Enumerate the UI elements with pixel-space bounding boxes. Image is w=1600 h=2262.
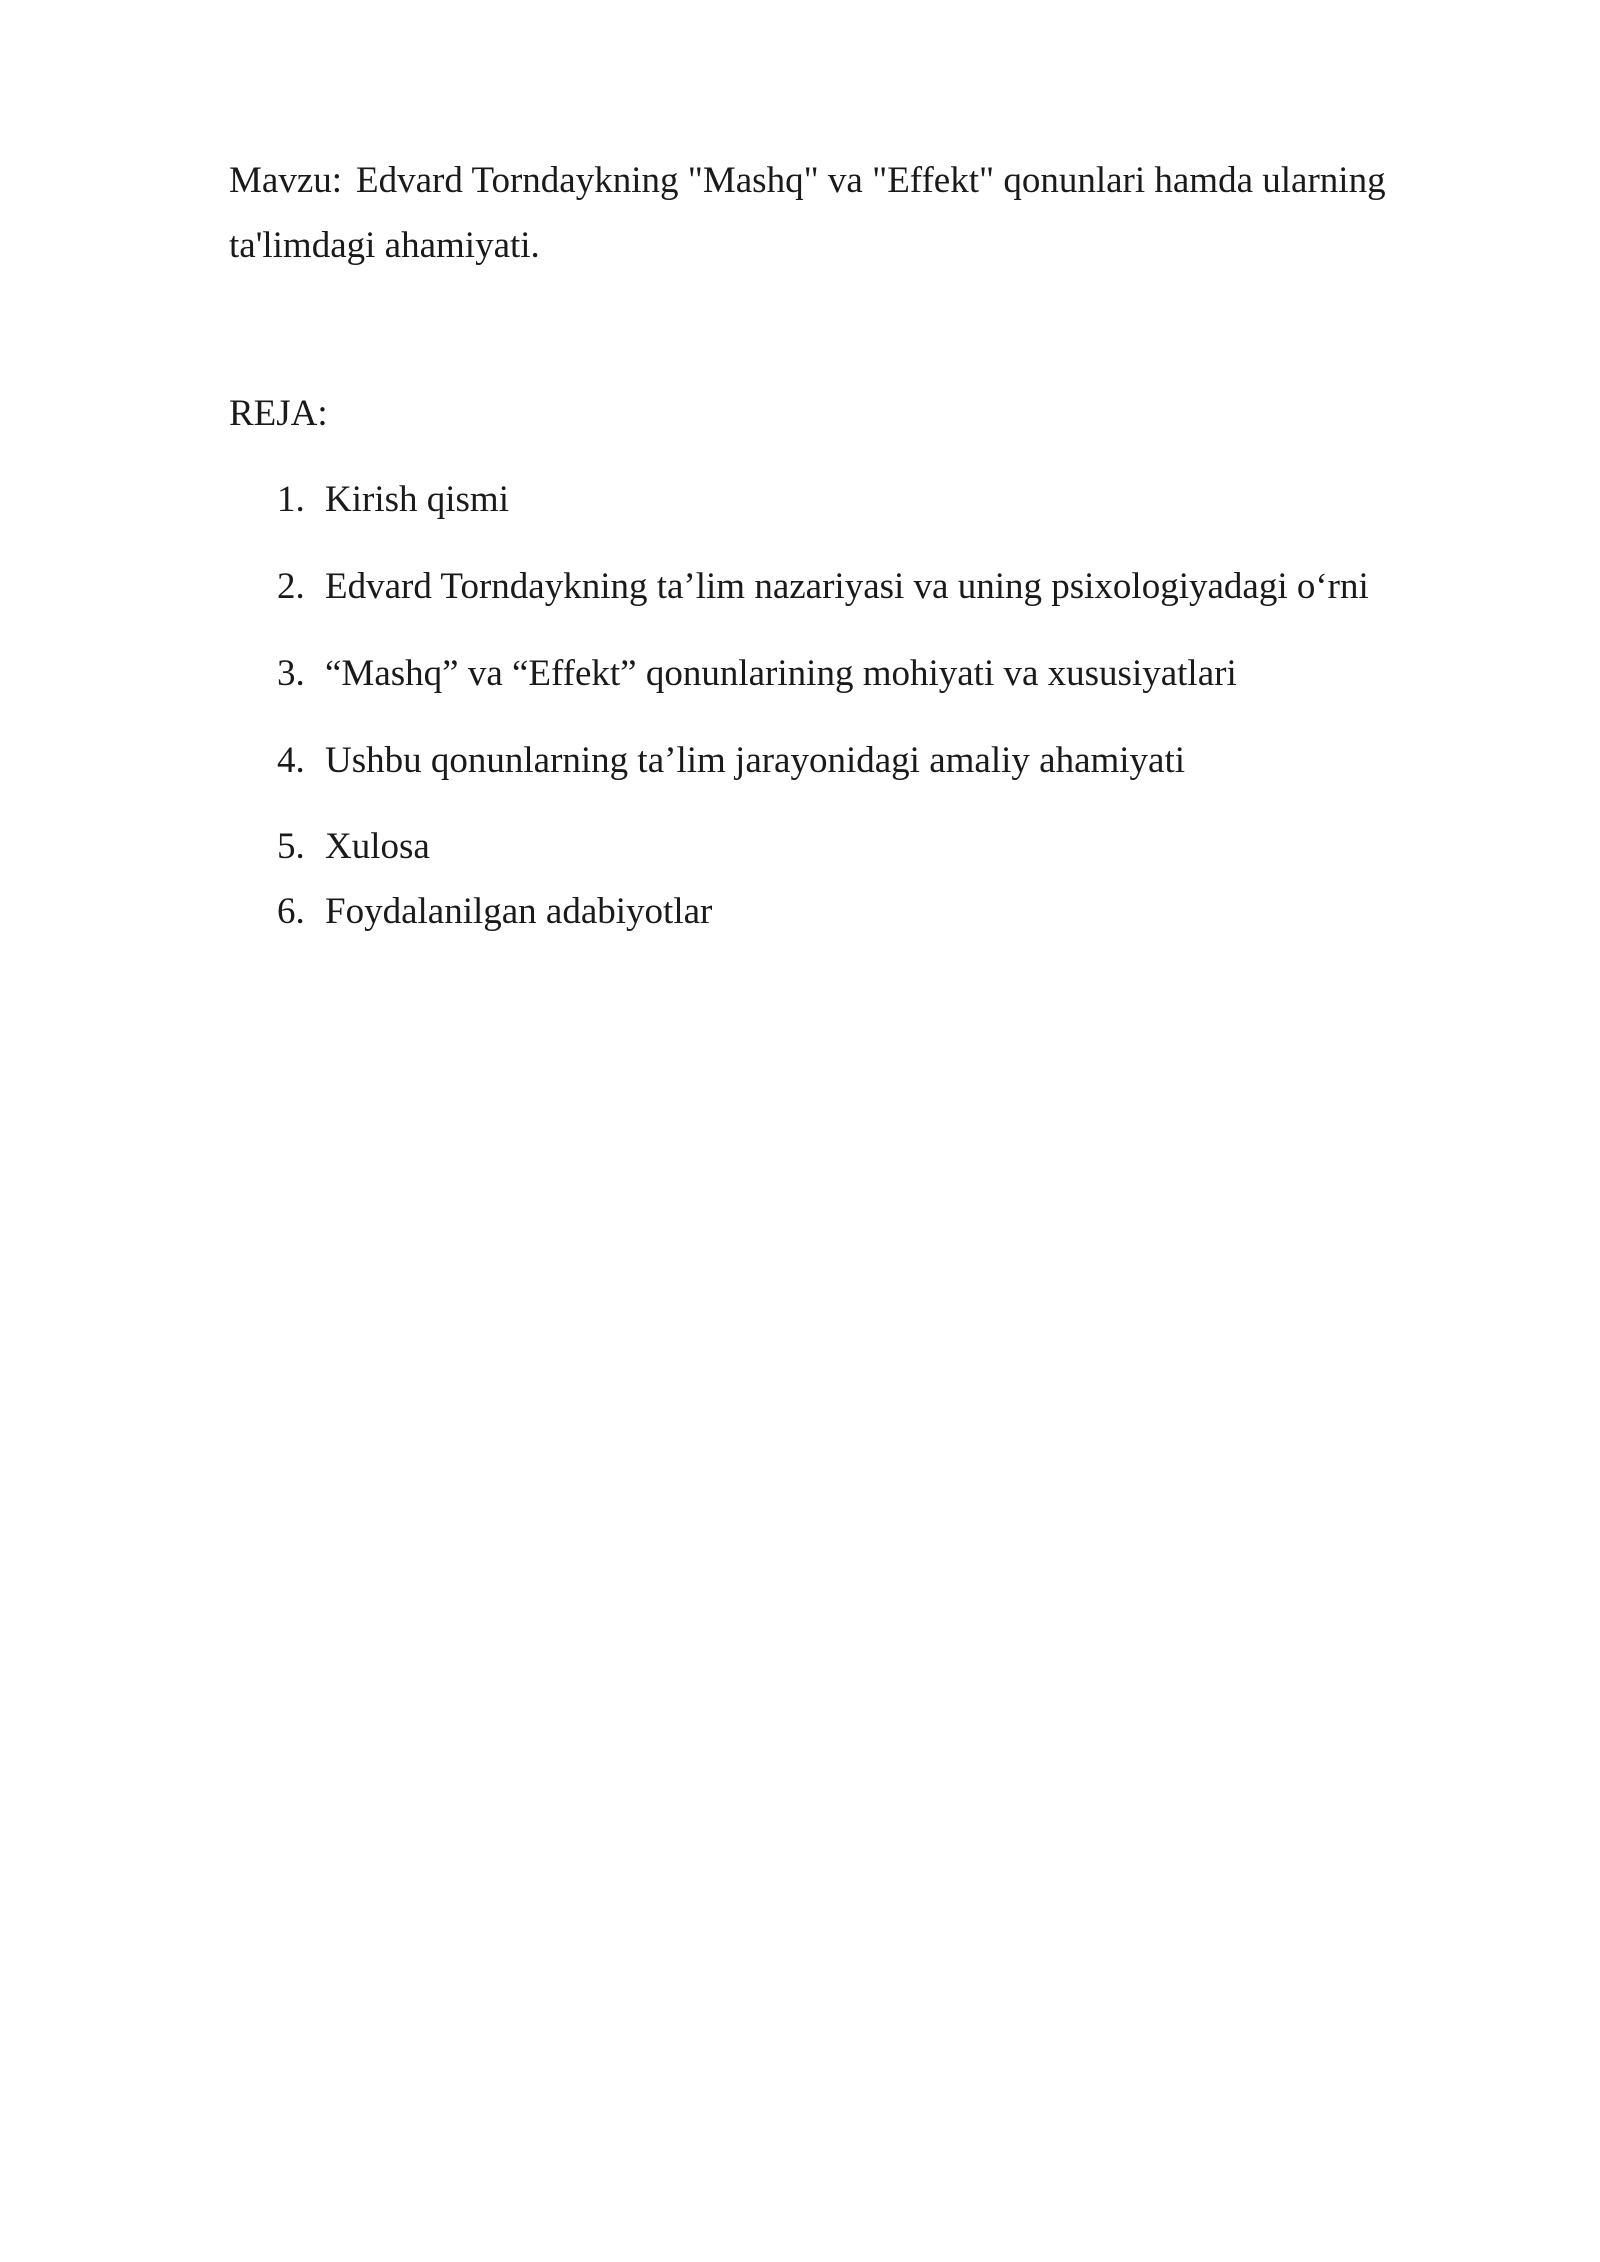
plan-item (277, 557, 1369, 617)
plan-heading: REJA: (229, 393, 328, 434)
plan-item-number: 1. (277, 479, 305, 520)
plan-item-text: Edvard Torndaykning ta’lim nazariyasi va uning psixologiyadagi o‘rni (325, 566, 1369, 607)
plan-item (277, 882, 712, 942)
plan-item-text: Xulosa (325, 826, 430, 867)
plan-item-number: 4. (277, 740, 305, 781)
topic-text: Edvard Torndaykning "Mashq" va "Effekt" qonunlari hamda ularning ta'limdagi ahamiyati. (229, 160, 1386, 266)
plan-item-text: Ushbu qonunlarning ta’lim jarayonidagi amaliy ahamiyati (325, 740, 1186, 781)
plan-item-number: 5. (277, 826, 305, 867)
plan-item-text: Kirish qismi (325, 479, 509, 520)
plan-item (277, 731, 1185, 791)
plan-item-number: 6. (277, 891, 305, 932)
plan-item-text: Foydalanilgan adabiyotlar (325, 891, 713, 932)
plan-item-number: 3. (277, 653, 305, 694)
plan-item (277, 644, 1237, 704)
topic-prefix: Mavzu: (229, 160, 343, 201)
plan-item-text: “Mashq” va “Effekt” qonunlarining mohiyati va xususiyatlari (325, 653, 1237, 694)
document-topic (229, 148, 1429, 278)
plan-item (277, 817, 430, 877)
plan-item (277, 470, 509, 530)
plan-item-number: 2. (277, 566, 305, 607)
